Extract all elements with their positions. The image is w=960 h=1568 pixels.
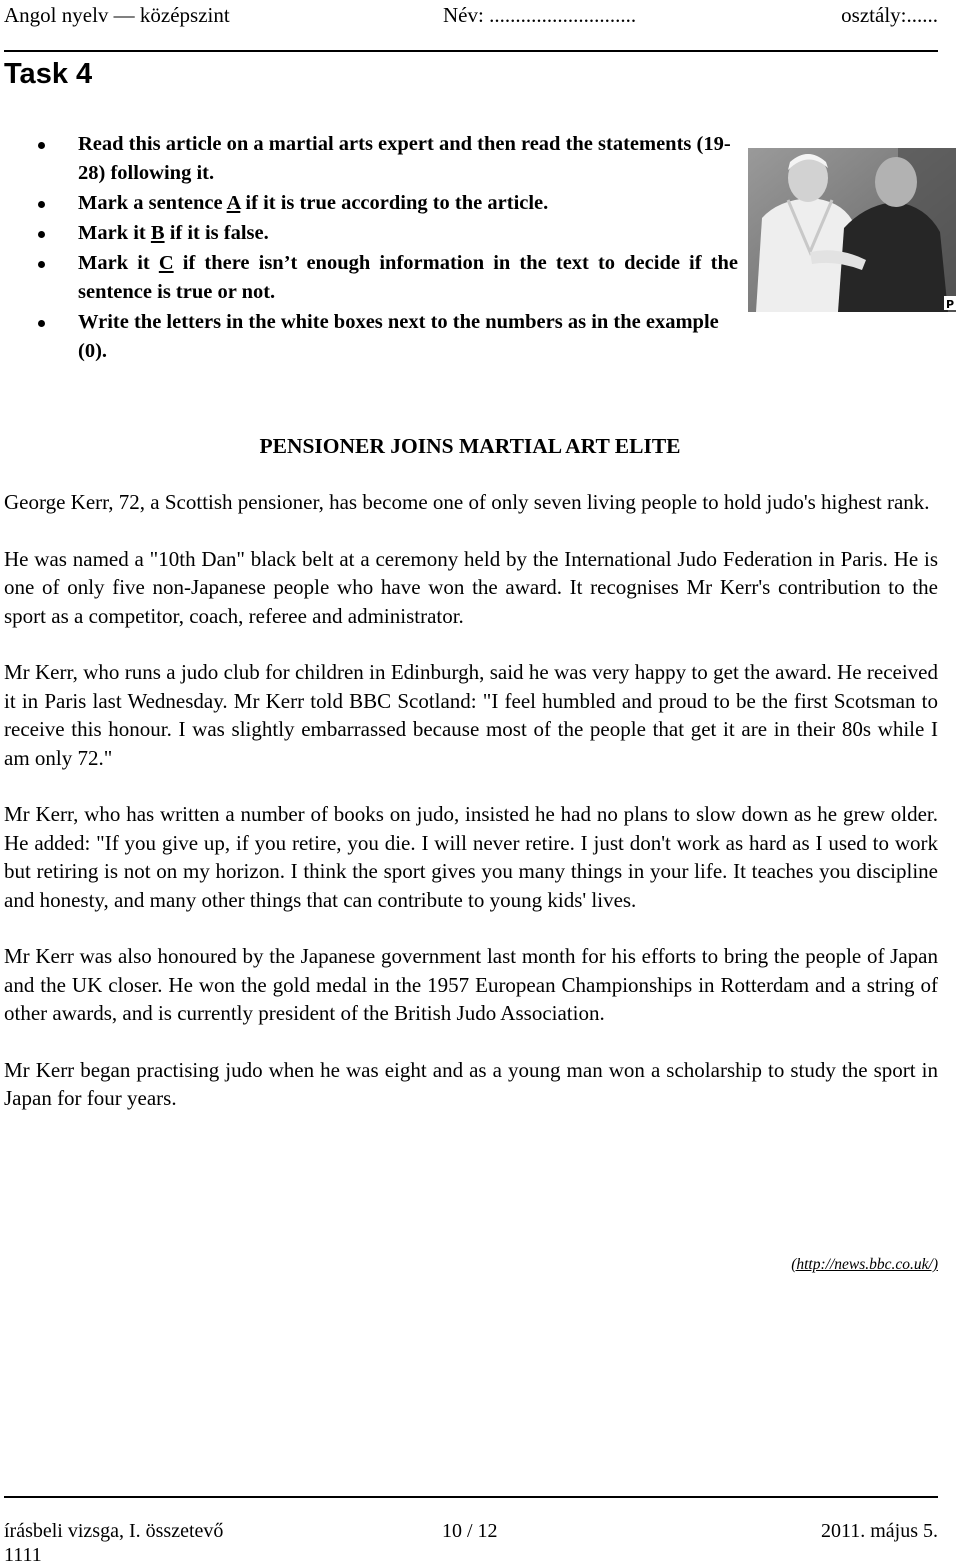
article-paragraph: George Kerr, 72, a Scottish pensioner, has become one of only seven living people to hold judo's highest rank. xyxy=(4,490,930,514)
bullet-icon xyxy=(38,231,45,238)
exam-date: 2011. május 5. xyxy=(820,1520,938,1542)
exam-label: írásbeli vizsga, I. összetevő xyxy=(4,1520,224,1542)
article-paragraph: Mr Kerr, who runs a judo club for children in Edinburgh, said he was very happy to get the award. He received it in Paris last Wednesday. Mr Kerr told BBC Scotland: "I feel humbled and proud to be the first Scotsman to receive this honour. I was slightly embarrassed because most of the people that get it are in their 80s while I am only 72." xyxy=(4,660,938,770)
bullet-icon xyxy=(38,201,45,208)
instruction-text: Mark it B if it is false. xyxy=(78,222,269,244)
instruction-item xyxy=(38,189,738,218)
instruction-item xyxy=(38,219,738,248)
article-title: PENSIONER JOINS MARTIAL ART ELITE xyxy=(259,434,681,458)
page-number: 10 / 12 xyxy=(442,1520,498,1542)
instruction-text: Mark a sentence A if it is true according to the article. xyxy=(78,192,549,214)
bullet-icon xyxy=(38,142,45,149)
article-paragraph: He was named a "10th Dan" black belt at a ceremony held by the International Judo Federation in Paris. He is one of only five non-Japanese people who have won the award. It recognises Mr Kerr's contribution to the sport as a competitor, coach, referee and administrator. xyxy=(4,546,938,628)
instruction-item xyxy=(38,308,738,366)
article-paragraph: Mr Kerr was also honoured by the Japanese government last month for his efforts to bring the people of Japan and the UK closer. He won the gold medal in the 1957 European Championships in Rotterdam and a string of other awards, and is currently president of the British Judo Association. xyxy=(4,944,938,1025)
source-link[interactable]: (http://news.bbc.co.uk/) xyxy=(791,1256,938,1273)
page-header xyxy=(4,2,938,28)
class-field: osztály:...... xyxy=(841,3,938,27)
bullet-icon xyxy=(38,261,45,268)
task-title: Task 4 xyxy=(4,58,93,90)
judo-photo xyxy=(748,148,956,312)
footer-divider xyxy=(4,1496,938,1498)
article-body xyxy=(4,488,938,1141)
instruction-list xyxy=(38,130,738,367)
exam-code: 1111 xyxy=(4,1544,42,1566)
instruction-text: Mark it C if there isn’t enough information in the text to decide if the sentence is true or not. xyxy=(78,252,738,303)
name-field: Név: ............................ xyxy=(443,3,637,27)
header-divider xyxy=(4,50,938,52)
instruction-text: Read this article on a martial arts expert and then read the statements (19-28) following it. xyxy=(78,133,731,184)
photo-watermark: P xyxy=(946,298,955,311)
article-paragraph: Mr Kerr began practising judo when he was eight and as a young man won a scholarship to study the sport in Japan for four years. xyxy=(4,1057,938,1110)
instruction-item xyxy=(38,130,738,188)
instruction-item xyxy=(38,249,738,307)
article-paragraph: Mr Kerr, who has written a number of books on judo, insisted he had no plans to slow down as he grew older. He added: "If you give up, if you retire, you die. I will never retire. I just don't work as hard as I used to work but retiring is not on my horizon. I think the sport gives you many things in your life. It teaches you discipline and honesty, and many other things that can contribute to young kids' lives. xyxy=(4,802,938,912)
bullet-icon xyxy=(38,320,45,327)
instruction-text: Write the letters in the white boxes next to the numbers as in the example (0). xyxy=(78,311,719,362)
subject-label: Angol nyelv — középszint xyxy=(4,3,230,27)
